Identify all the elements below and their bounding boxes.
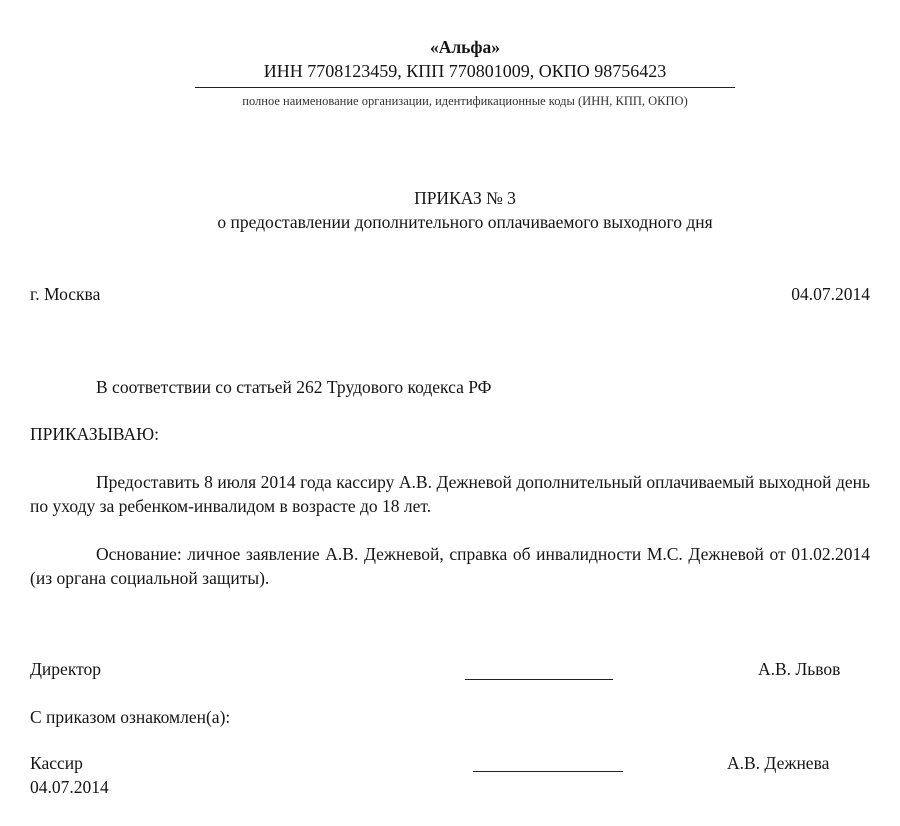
order-date: 04.07.2014 (791, 284, 870, 304)
grant-paragraph: Предоставить 8 июля 2014 года кассиру А.В. Дежневой дополнительный оплачиваемый выходной день по уходу за ребенком-инвалидом в возрасте до 18 лет. (30, 472, 870, 516)
org-name: «Альфа» (429, 37, 501, 57)
basis-paragraph: Основание: личное заявление А.В. Дежневой, справка об инвалидности М.С. Дежневой от 01.02.2014 (из органа социальной защиты). (30, 544, 870, 588)
order-title: ПРИКАЗ № 3 (414, 188, 516, 208)
cashier-title: Кассир (30, 753, 83, 773)
director-signature-line (465, 679, 613, 680)
director-title: Директор (30, 659, 102, 679)
command-heading: ПРИКАЗЫВАЮ: (30, 424, 159, 444)
city: г. Москва (30, 284, 101, 304)
preamble: В соответствии со статьей 262 Трудового кодекса РФ (96, 377, 492, 397)
org-caption: полное наименование организации, идентификационные коды (ИНН, КПП, ОКПО) (242, 94, 688, 108)
org-codes: ИНН 7708123459, КПП 770801009, ОКПО 98756423 (263, 61, 667, 81)
cashier-date: 04.07.2014 (30, 777, 109, 797)
order-subtitle: о предоставлении дополнительного оплачиваемого выходного дня (217, 212, 713, 232)
org-underline (195, 87, 735, 88)
director-name: А.В. Львов (758, 659, 841, 679)
cashier-signature-line (473, 771, 623, 772)
cashier-name: А.В. Дежнева (727, 753, 830, 773)
acquainted-label: С приказом ознакомлен(а): (30, 707, 231, 727)
